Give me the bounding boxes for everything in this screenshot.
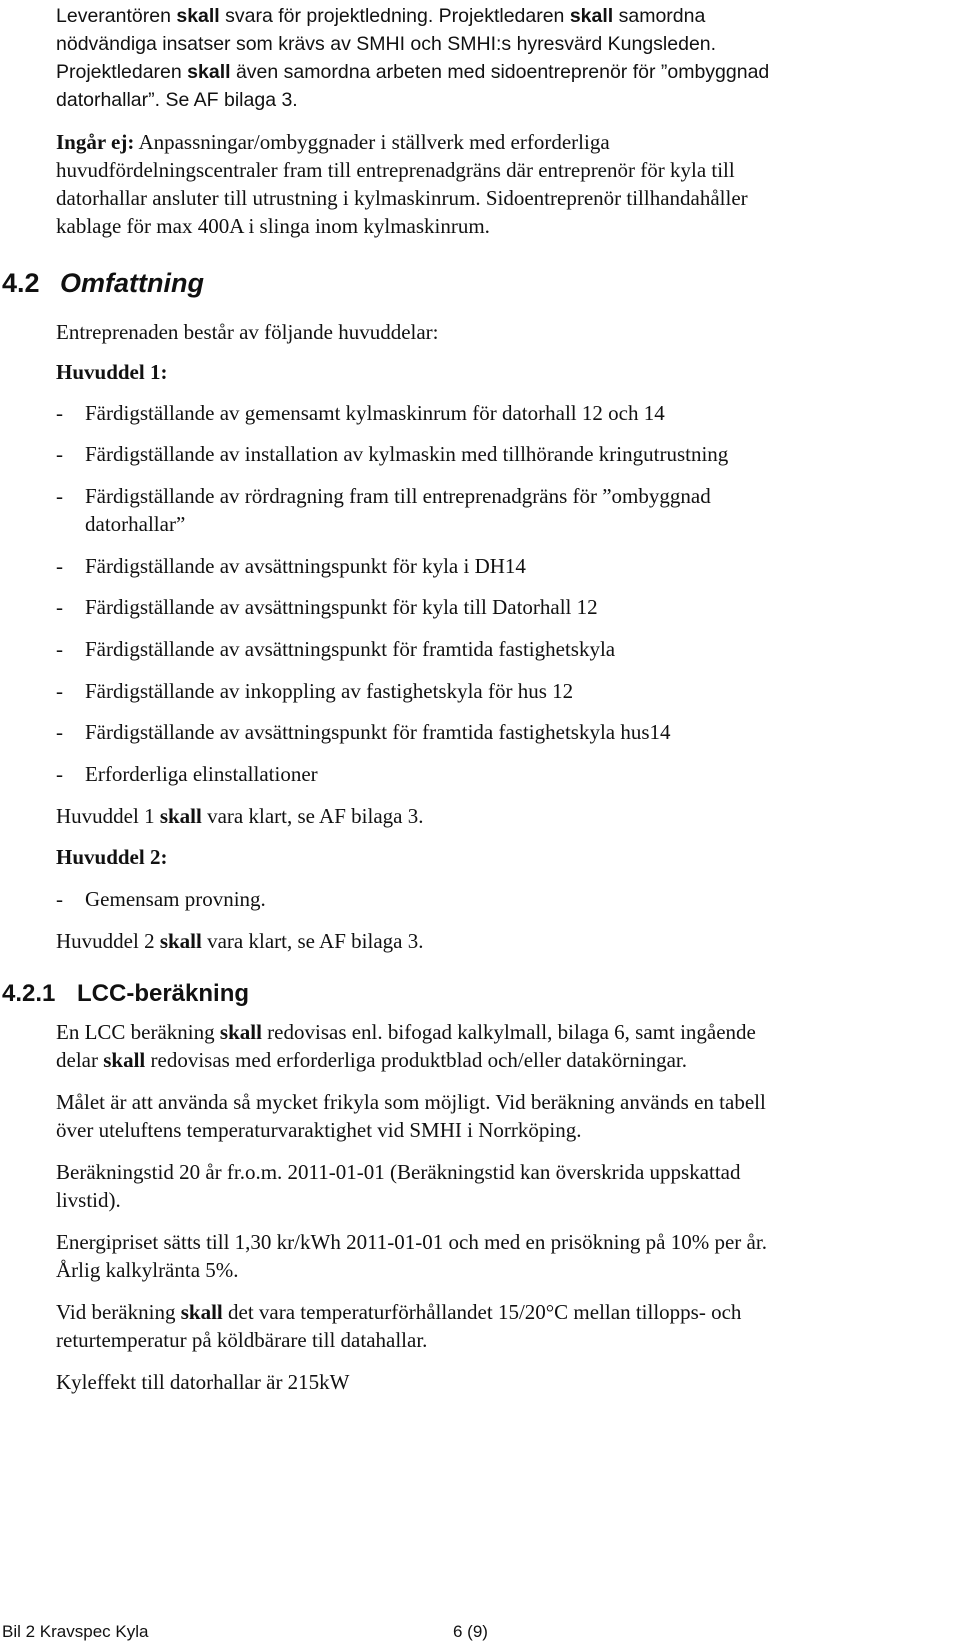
ingar-ej-line-1: Ingår ej: Anpassningar/ombyggnader i ställverk med erforderliga [56,130,610,154]
huvuddel-1-heading: Huvuddel 1: [56,360,168,384]
huvuddel-2-deadline: Huvuddel 2 skall vara klart, se AF bilaga 3. [56,929,424,953]
list-item: - Färdigställande av avsättningspunkt för kyla till Datorhall 12 [56,595,598,619]
lcc-p5-line-2: returtemperatur på köldbärare till datahallar. [56,1328,428,1352]
list-item: - Färdigställande av avsättningspunkt för framtida fastighetskyla [56,637,616,661]
ingar-ej-line-3: datorhallar ansluter till utrustning i kylmaskinrum. Sidoentreprenör tillhandahåller [56,186,748,210]
list-item: - Färdigställande av inkoppling av fastighetskyla för hus 12 [56,679,574,703]
ingar-ej-line-2: huvudfördelningscentraler fram till entreprenadgräns där entreprenör för kyla till [56,158,735,182]
list-item: - Erforderliga elinstallationer [56,762,318,786]
huvuddel-1-deadline: Huvuddel 1 skall vara klart, se AF bilaga 3. [56,804,424,828]
footer-document-name: Bil 2 Kravspec Kyla [2,1622,149,1641]
list-item: - Färdigställande av gemensamt kylmaskinrum för datorhall 12 och 14 [56,401,665,425]
huvuddel-2-heading: Huvuddel 2: [56,845,168,869]
lcc-p3-line-1: Beräkningstid 20 år fr.o.m. 2011-01-01 (Beräkningstid kan överskrida uppskattad [56,1160,741,1184]
omfattning-intro: Entreprenaden består av följande huvuddelar: [56,320,439,344]
footer-page-number: 6 (9) [453,1622,488,1641]
intro-line-2: nödvändiga insatser som krävs av SMHI och SMHI:s hyresvärd Kungsleden. [56,33,717,55]
lcc-p2-line-2: över uteluftens temperaturvaraktighet vid SMHI i Norrköping. [56,1118,582,1142]
section-heading-4-2: 4.2 Omfattning [2,268,204,298]
lcc-p1-line-2: delar skall redovisas med erforderliga produktblad och/eller datakörningar. [56,1048,687,1072]
list-item: - Gemensam provning. [56,887,266,911]
list-item: - Färdigställande av avsättningspunkt för kyla i DH14 [56,554,526,578]
lcc-p2-line-1: Målet är att använda så mycket frikyla som möjligt. Vid beräkning används en tabell [56,1090,766,1114]
ingar-ej-line-4: kablage för max 400A i slinga inom kylmaskinrum. [56,214,490,238]
intro-line-1: Leverantören skall svara för projektledning. Projektledaren skall samordna [56,5,706,27]
lcc-p4-line-2: Årlig kalkylränta 5%. [56,1258,239,1282]
lcc-p1-line-1: En LCC beräkning skall redovisas enl. bifogad kalkylmall, bilaga 6, samt ingående [56,1020,756,1044]
list-item: - Färdigställande av installation av kylmaskin med tillhörande kringutrustning [56,442,729,466]
section-heading-4-2-1: 4.2.1 LCC-beräkning [2,980,250,1007]
ingar-ej-label: Ingår ej: [56,130,135,154]
list-item-continuation: datorhallar” [85,512,186,536]
list-item: - Färdigställande av avsättningspunkt för framtida fastighetskyla hus14 [56,720,671,744]
lcc-p4-line-1: Energipriset sätts till 1,30 kr/kWh 2011-01-01 och med en prisökning på 10% per år. [56,1230,767,1254]
list-item: - Färdigställande av rördragning fram till entreprenadgräns för ”ombyggnad [56,484,711,508]
lcc-p3-line-2: livstid). [56,1188,121,1212]
lcc-p5-line-1: Vid beräkning skall det vara temperaturförhållandet 15/20°C mellan tillopps- och [56,1300,742,1324]
intro-line-3: Projektledaren skall även samordna arbeten med sidoentreprenör för ”ombyggnad [56,61,770,83]
intro-line-4: datorhallar”. Se AF bilaga 3. [56,89,298,111]
lcc-p6: Kyleffekt till datorhallar är 215kW [56,1370,350,1394]
